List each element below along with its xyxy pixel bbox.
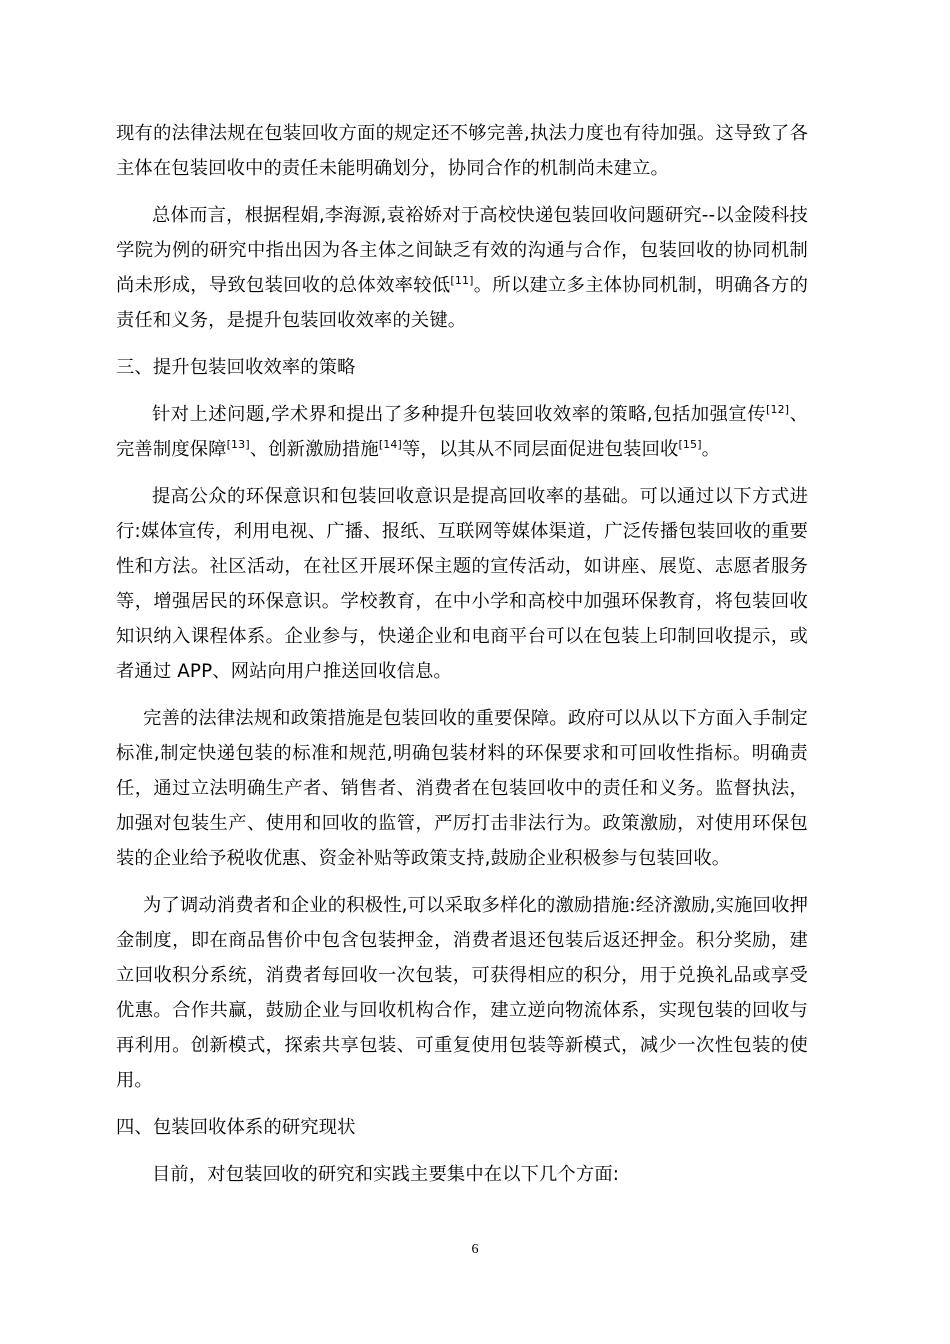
paragraph-current-research: 目前，对包装回收的研究和实践主要集中在以下几个方面: xyxy=(152,1164,620,1185)
citation-ref: [12] xyxy=(766,403,790,416)
paragraph-text: 总体而言，根据程娟,李海源,袁裕娇对于高校快递包装回收问题研究--以金陵科技学院为例的研究中指出因为各主体之间缺乏有效的沟通与合作，包装回收的协同机制尚未形成，导致包装回收的总体效率较低 xyxy=(116,205,808,296)
citation-ref: [11] xyxy=(450,274,474,287)
paragraph-text: 针对上述问题,学术界和提出了多种提升包装回收效率的策略,包括加强宣传 xyxy=(152,404,767,425)
paragraph-laws-policies: 完善的法律法规和政策措施是包装回收的重要保障。政府可以从以下方面入手制定标准,制定快递包装的标准和规范,明确包装材料的环保要求和可回收性指标。明确责任，通过立法明确生产者、销售者、消费者在包装回收中的责任和义务。监督执法，加强对包装生产、使用和回收的监管，严厉打击非法行为。政策激励，对使用环保包装的企业给予税收优惠、资金补贴等政策支持,鼓励企业积极参与包装回收。 xyxy=(116,708,808,869)
paragraph-text: 。 xyxy=(701,439,721,460)
citation-ref: [14] xyxy=(378,438,402,451)
section-heading-research-status: 四、包装回收体系的研究现状 xyxy=(116,1117,356,1138)
page-number: 6 xyxy=(471,1242,479,1257)
paragraph-overall-summary xyxy=(116,198,808,338)
paragraph-incentives: 为了调动消费者和企业的积极性,可以采取多样化的激励措施:经济激励,实施回收押金制度，即在商品售价中包含包装押金，消费者退还包装后返还押金。积分奖励，建立回收积分系统，消费者每回收一次包装，可获得相应的积分，用于兑换礼品或享受优惠。合作共赢，鼓励企业与回收机构合作，建立逆向物流体系，实现包装的回收与再利用。创新模式，探索共享包装、可重复使用包装等新模式，减少一次性包装的使用。 xyxy=(116,895,808,1091)
section-heading-strategies: 三、提升包装回收效率的策略 xyxy=(116,357,356,378)
paragraph-text: 等，以其从不同层面促进包装回收 xyxy=(402,439,679,460)
citation-ref: [15] xyxy=(678,438,702,451)
paragraph-text: 、完善制度保障 xyxy=(116,404,808,460)
paragraph-legal-gaps: 现有的法律法规在包装回收方面的规定还不够完善,执法力度也有待加强。这导致了各主体在包装回收中的责任未能明确划分，协同合作的机制尚未建立。 xyxy=(116,123,808,179)
citation-ref: [13] xyxy=(226,438,250,451)
document-body xyxy=(116,116,808,1204)
paragraph-public-awareness: 提高公众的环保意识和包装回收意识是提高回收率的基础。可以通过以下方式进行:媒体宣传，利用电视、广播、报纸、互联网等媒体渠道，广泛传播包装回收的重要性和方法。社区活动，在社区开展环保主题的宣传活动，如讲座、展览、志愿者服务等，增强居民的环保意识。学校教育，在中小学和高校中加强环保教育，将包装回收知识纳入课程体系。企业参与，快递企业和电商平台可以在包装上印制回收提示，或者通过 APP、网站向用户推送回收信息。 xyxy=(116,486,808,682)
paragraph-text: 、创新激励措施 xyxy=(249,439,379,460)
paragraph-text: 。所以建立多主体协同机制，明确各方的责任和义务，是提升包装回收效率的关键。 xyxy=(116,275,808,331)
paragraph-strategies-overview xyxy=(116,397,808,467)
